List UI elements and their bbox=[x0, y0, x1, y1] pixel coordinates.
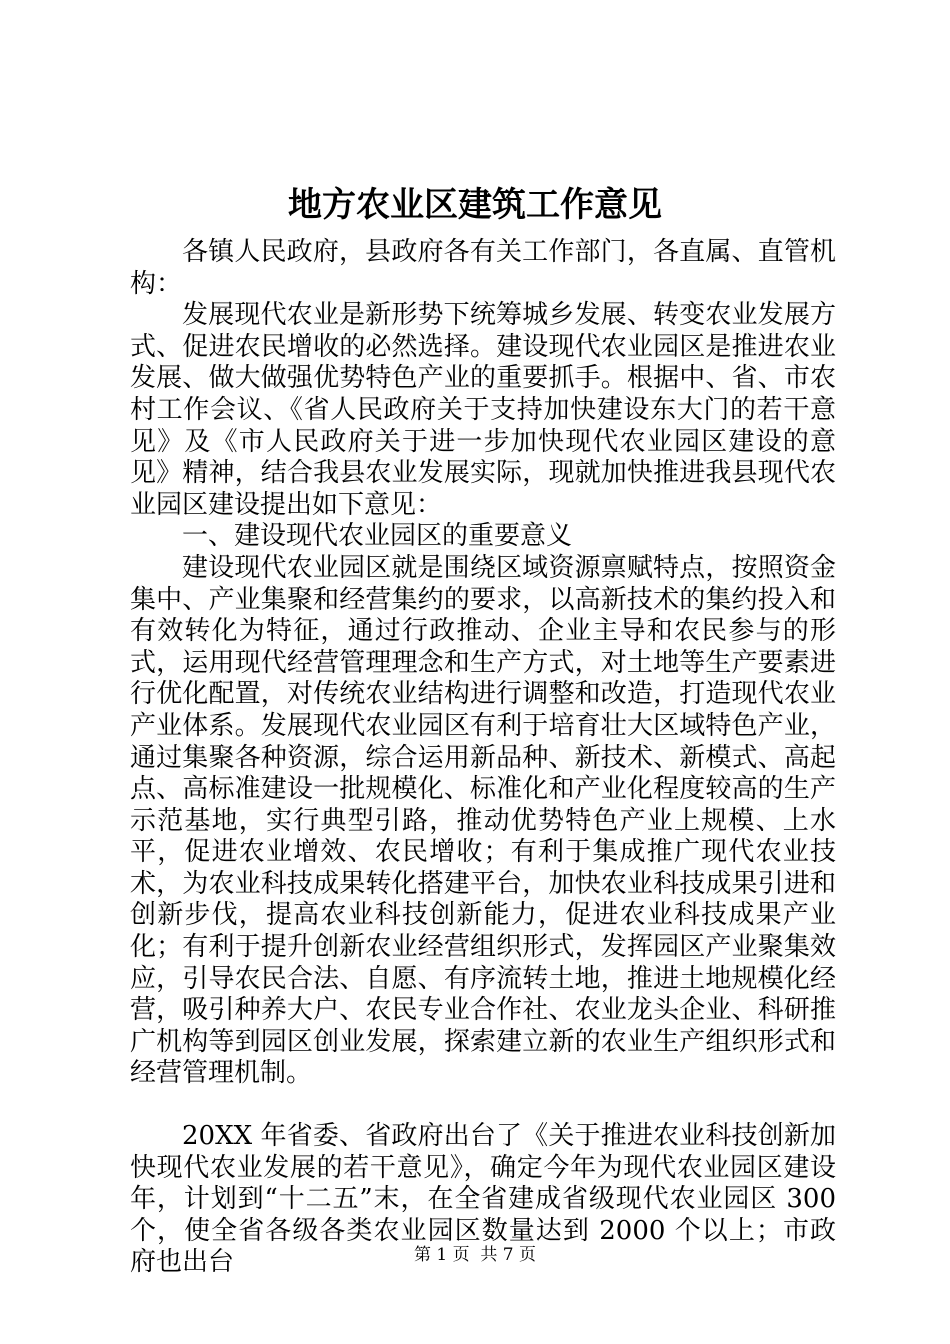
document-title: 地方农业区建筑工作意见 bbox=[288, 185, 662, 225]
page-number: 第 1 页 bbox=[413, 1245, 470, 1265]
page-footer bbox=[0, 1244, 950, 1266]
section-1-paragraph: 建设现代农业园区就是围绕区域资源禀赋特点，按照资金集中、产业集聚和经营集约的要求，以高新技术的集约投入和有效转化为特征，通过行政推动、企业主导和农民参与的形式，运用现代经营管理理念和生产方式，对土地等生产要素进行优化配置，对传统农业结构进行调整和改造，打造现代农业产业体系。发展现代农业园区有利于培育壮大区域特色产业，通过集聚各种资源，综合运用新品种、新技术、新模式、高起点、高标准建设一批规模化、标准化和产业化程度较高的生产示范基地，实行典型引路，推动优势特色产业上规模、上水平，促进农业增效、农民增收；有利于集成推广现代农业技术，为农业科技成果转化搭建平台，加快农业科技成果引进和创新步伐，提高农业科技创新能力，促进农业科技成果产业化；有利于提升创新农业经营组织形式，发挥园区产业聚集效应，引导农民合法、自愿、有序流转土地，推进土地规模化经营，吸引种养大户、农民专业合作社、农业龙头企业、科研推广机构等到园区创业发展，探索建立新的农业生产组织形式和经营管理机制。 bbox=[130, 552, 836, 1089]
intro-paragraph: 发展现代农业是新形势下统筹城乡发展、转变农业发展方式、促进农民增收的必然选择。建设现代农业园区是推进农业发展、做大做强优势特色产业的重要抓手。根据中、省、市农村工作会议、《省人民政府关于支持加快建设东大门的若干意见》及《市人民政府关于进一步加快现代农业园区建设的意见》精神，结合我县农业发展实际，现就加快推进我县现代农业园区建设提出如下意见： bbox=[130, 300, 836, 520]
section-heading-1: 一、建设现代农业园区的重要意义 bbox=[182, 521, 573, 552]
policy-paragraph: 20XX 年省委、省政府出台了《关于推进农业科技创新加快现代农业发展的若干意见》，确定今年为现代农业园区建设年，计划到“十二五”末，在全省建成省级现代农业园区 300 个，使全省各级各类农业园区数量达到 2000 个以上；市政府也出台 bbox=[130, 1121, 836, 1278]
document-body bbox=[130, 237, 836, 1279]
salutation-paragraph: 各镇人民政府，县政府各有关工作部门，各直属、直管机构： bbox=[130, 237, 836, 299]
page-total: 共 7 页 bbox=[480, 1245, 537, 1265]
